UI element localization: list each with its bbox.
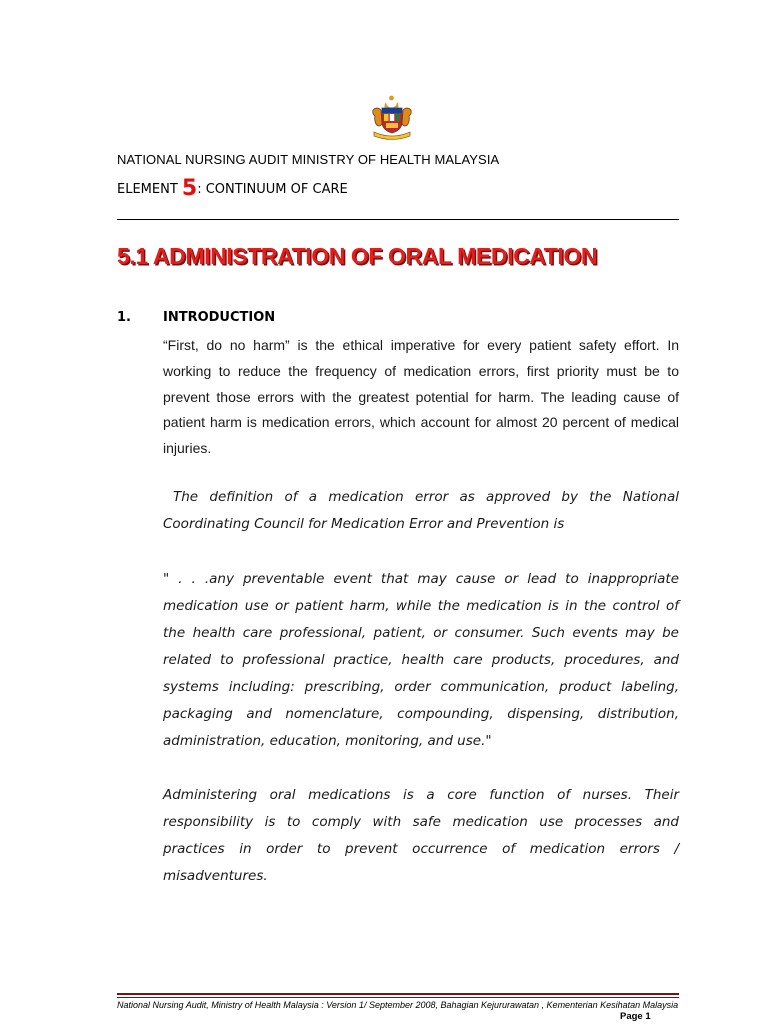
section-heading: INTRODUCTION [163, 310, 276, 325]
definition-intro-paragraph: The definition of a medication error as approved by the National Coordinating Council for Medication Error and Prevention is [163, 489, 679, 532]
element-number: 5 [181, 176, 198, 201]
coat-of-arms-icon [370, 94, 414, 140]
section-number: 1. [117, 310, 131, 325]
definition-quote-paragraph: " . . .any preventable event that may cause or lead to inappropriate medication use or patient harm, while the medication is in the control of the health care professional, patient, or consumer. Such events may be related to professional practice, health care products, procedures, and systems including: prescribing, order communication, product labeling, packaging and nomenclature, compounding, dispensing, distribution, administration, education, monitoring, and use." [163, 571, 679, 749]
page-title: 5.1 ADMINISTRATION OF ORAL MEDICATION [117, 243, 598, 269]
element-suffix: : CONTINUUM OF CARE [197, 182, 348, 197]
page-number: Page 1 [620, 1011, 651, 1022]
header-divider [117, 219, 679, 220]
organization-heading: NATIONAL NURSING AUDIT MINISTRY OF HEALTH MALAYSIA [117, 152, 500, 167]
footer-divider [117, 993, 679, 995]
element-prefix: ELEMENT [117, 182, 182, 197]
element-heading [117, 176, 348, 201]
introduction-paragraph: “First, do no harm” is the ethical imperative for every patient safety effort. In working to reduce the frequency of medication errors, first priority must be to prevent those errors with the greatest potential for harm. The leading cause of patient harm is medication errors, which account for almost 20 percent of medical injuries. [163, 337, 679, 457]
administering-paragraph: Administering oral medications is a core function of nurses. Their responsibility is to comply with safe medication use processes and practices in order to prevent occurrence of medication errors / misadventures. [163, 787, 679, 884]
footer-text: National Nursing Audit, Ministry of Health Malaysia : Version 1/ September 2008, Bahagian Kejururawatan , Kementerian Kesihatan Malaysia [117, 1000, 679, 1010]
footer-divider-thin [117, 997, 679, 998]
